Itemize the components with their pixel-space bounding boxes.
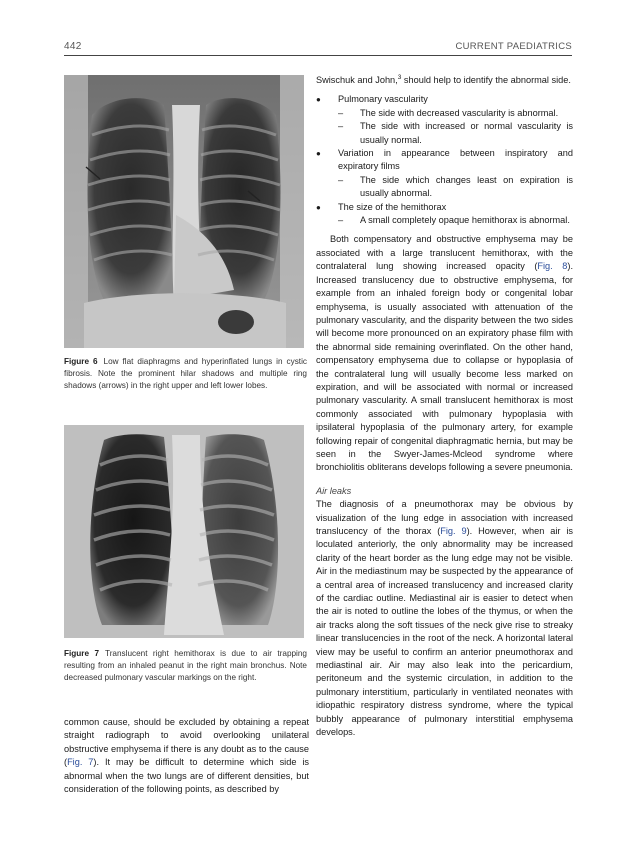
- figure-7-caption: [64, 648, 307, 684]
- intro-end-text: should help to identify the abnormal side.: [401, 75, 571, 85]
- air-leaks-paragraph: [316, 498, 573, 739]
- list-item: – A small completely opaque hemithorax is abnormal.: [316, 214, 573, 227]
- list-item: ● The size of the hemithorax: [316, 201, 573, 214]
- right-column: [316, 74, 573, 740]
- para2-text-a: The diagnosis of a pneumothorax may be obvious by visualization of the lung edge in association with increased translucency of the thorax (: [316, 499, 573, 536]
- intro-paragraph: [316, 74, 573, 87]
- page-number: 442: [64, 41, 82, 52]
- list-item: – The side which changes least on expiration is usually abnormal.: [316, 174, 573, 201]
- figure-6-label: Figure 6: [64, 357, 98, 366]
- list-item: ● Pulmonary vascularity: [316, 93, 573, 106]
- fig-7-link[interactable]: Fig. 7: [67, 757, 94, 768]
- chest-xray-image-7: [64, 425, 304, 638]
- reference-3: 3: [397, 73, 402, 81]
- left-column-text: [64, 716, 309, 796]
- list-item: – The side with increased or normal vascularity is usually normal.: [316, 120, 573, 147]
- figure-7-xray: [64, 425, 304, 638]
- fig-9-link[interactable]: Fig. 9: [440, 526, 467, 536]
- journal-title: CURRENT PAEDIATRICS: [455, 41, 572, 52]
- list-item: ● Variation in appearance between inspiratory and expiratory films: [316, 147, 573, 174]
- left-text-b: ). It may be difficult to determine which side is abnormal when the two lungs are of different densities, but consideration of the following points, as described by: [64, 757, 309, 795]
- figure-6-xray: [64, 75, 304, 348]
- criteria-list: [316, 93, 573, 227]
- figure-7-caption-text: Translucent right hemithorax is due to air trapping resulting from an inhaled peanut in the right main bronchus. Note decreased pulmonary vascular markings on the right.: [64, 649, 307, 682]
- left-text-a: common cause, should be excluded by obtaining a repeat straight radiograph to avoid overlooking unilateral obstructive emphysema if there is any doubt as to the cause (: [64, 717, 309, 768]
- figure-6-caption: [64, 356, 307, 392]
- emphysema-paragraph: [316, 233, 573, 474]
- figure-7-label: Figure 7: [64, 649, 99, 658]
- para2-text-b: ). However, when air is loculated anteriorly, the only abnormality may be increased clarity of the heart border as the lung edge may not be visible. Air in the mediastinum may be suspected by the appearance of a central area of increased translucency and increased clarity of the cardiac outline. Mediastinal air is easier to detect when the air is noted to outline the lobes of the thymus, or when the air tracks along the soft tissues of the neck give rise to streaky linear translucencies in the root of the neck. A horizontal lateral view may be useful to confirm an anterior pneumothorax and mediastinal air. Air may also leak into the pericardium, peritoneum and the systemic circulation, in addition to the pulmonary interstitium, particularly in ventilated neonates with idiopathic respiratory distress syndrome, where the typical bubbly appearance of pulmonary interstitial emphysema develops.: [316, 526, 573, 738]
- list-item: – The side with decreased vascularity is abnormal.: [316, 107, 573, 120]
- para1-text-b: ). Increased translucency due to obstructive emphysema, for example from an inhaled foreign body or congenital lobar emphysema, is usually associated with attenuation of the pulmonary vascularity, and the disparity between the two sides will become more pronounced on an expiratory phase film with the abnormal side remaining overinflated. On the other hand, compensatory emphysema due to collapse or hypoplasia of the contralateral lung will usually become less marked on expiration, and will be associated with normal or increased pulmonary vascularity. A small translucent hemithorax is most commonly associated with pulmonary hypoplasia with ipsilateral hypoplasia of the pulmonary artery, for example following repair of congenital diaphragmatic hernia, but may be seen in the Swyer-James-Mcleod syndrome where bronchiolitis obliterans develops following a severe pneumonia.: [316, 261, 574, 473]
- para1-text-a: Both compensatory and obstructive emphysema may be associated with a large translucent hemithorax, with the contralateral lung showing increased opacity (: [316, 234, 573, 272]
- figure-6-caption-text: Low flat diaphragms and hyperinflated lungs in cystic fibrosis. Note the prominent hilar shadows and multiple ring shadows (arrows) in the right upper and left lower lobes.: [64, 357, 307, 390]
- chest-xray-image-6: [64, 75, 304, 348]
- section-heading-air-leaks: Air leaks: [316, 485, 352, 496]
- header-divider: [64, 55, 572, 56]
- fig-8-link[interactable]: Fig. 8: [537, 261, 568, 272]
- intro-text: Swischuk and John,: [316, 75, 398, 85]
